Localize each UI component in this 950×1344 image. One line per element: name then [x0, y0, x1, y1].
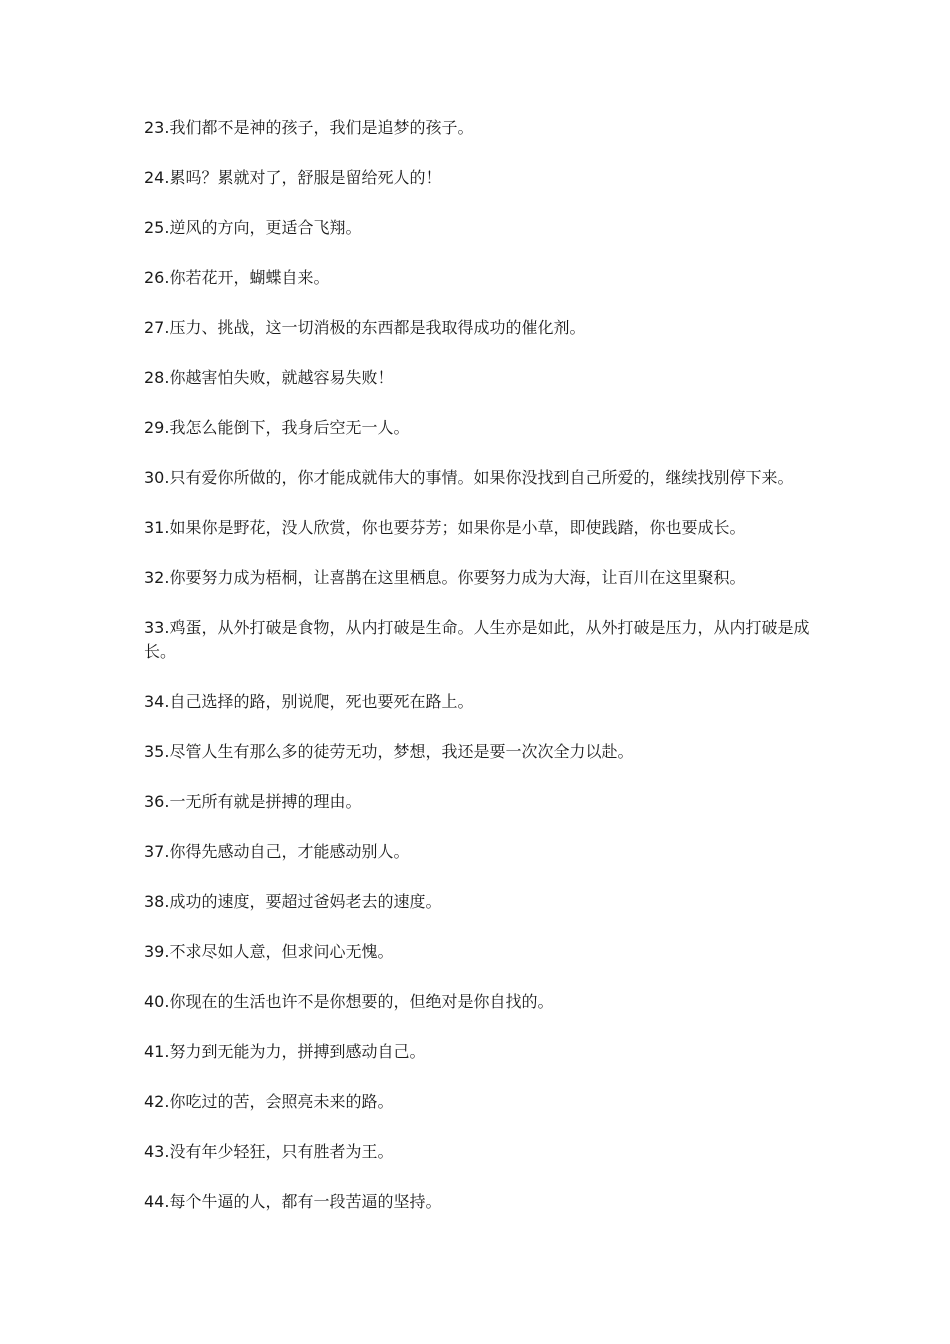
quote-item: 41.努力到无能为力，拼搏到感动自己。	[144, 1042, 426, 1061]
quote-item: 31.如果你是野花，没人欣赏，你也要芬芳；如果你是小草，即使践踏，你也要成长。	[144, 518, 746, 537]
quote-list	[144, 116, 824, 1240]
quote-item: 32.你要努力成为梧桐，让喜鹊在这里栖息。你要努力成为大海，让百川在这里聚积。	[144, 568, 746, 587]
quote-item: 27.压力、挑战，这一切消极的东西都是我取得成功的催化剂。	[144, 318, 586, 337]
quote-item: 39.不求尽如人意，但求问心无愧。	[144, 942, 394, 961]
quote-item: 42.你吃过的苦，会照亮未来的路。	[144, 1092, 394, 1111]
quote-item: 35.尽管人生有那么多的徒劳无功，梦想，我还是要一次次全力以赴。	[144, 742, 634, 761]
quote-item: 25.逆风的方向，更适合飞翔。	[144, 218, 362, 237]
quote-item: 43.没有年少轻狂，只有胜者为王。	[144, 1142, 394, 1161]
quote-item: 30.只有爱你所做的，你才能成就伟大的事情。如果你没找到自己所爱的，继续找别停下来。	[144, 468, 794, 487]
quote-item: 24.累吗？累就对了，舒服是留给死人的！	[144, 168, 442, 187]
quote-item: 33.鸡蛋，从外打破是食物，从内打破是生命。人生亦是如此，从外打破是压力，从内打破是成长。	[144, 618, 810, 661]
quote-item: 40.你现在的生活也许不是你想要的，但绝对是你自找的。	[144, 992, 554, 1011]
quote-item: 28.你越害怕失败，就越容易失败！	[144, 368, 394, 387]
quote-item: 34.自己选择的路，别说爬，死也要死在路上。	[144, 692, 474, 711]
quote-item: 23.我们都不是神的孩子，我们是追梦的孩子。	[144, 118, 474, 137]
quote-item: 29.我怎么能倒下，我身后空无一人。	[144, 418, 410, 437]
quote-item: 36.一无所有就是拼搏的理由。	[144, 792, 362, 811]
quote-item: 38.成功的速度，要超过爸妈老去的速度。	[144, 892, 442, 911]
quote-item: 44.每个牛逼的人，都有一段苦逼的坚持。	[144, 1192, 442, 1211]
quote-item: 37.你得先感动自己，才能感动别人。	[144, 842, 410, 861]
quote-item: 26.你若花开，蝴蝶自来。	[144, 268, 330, 287]
